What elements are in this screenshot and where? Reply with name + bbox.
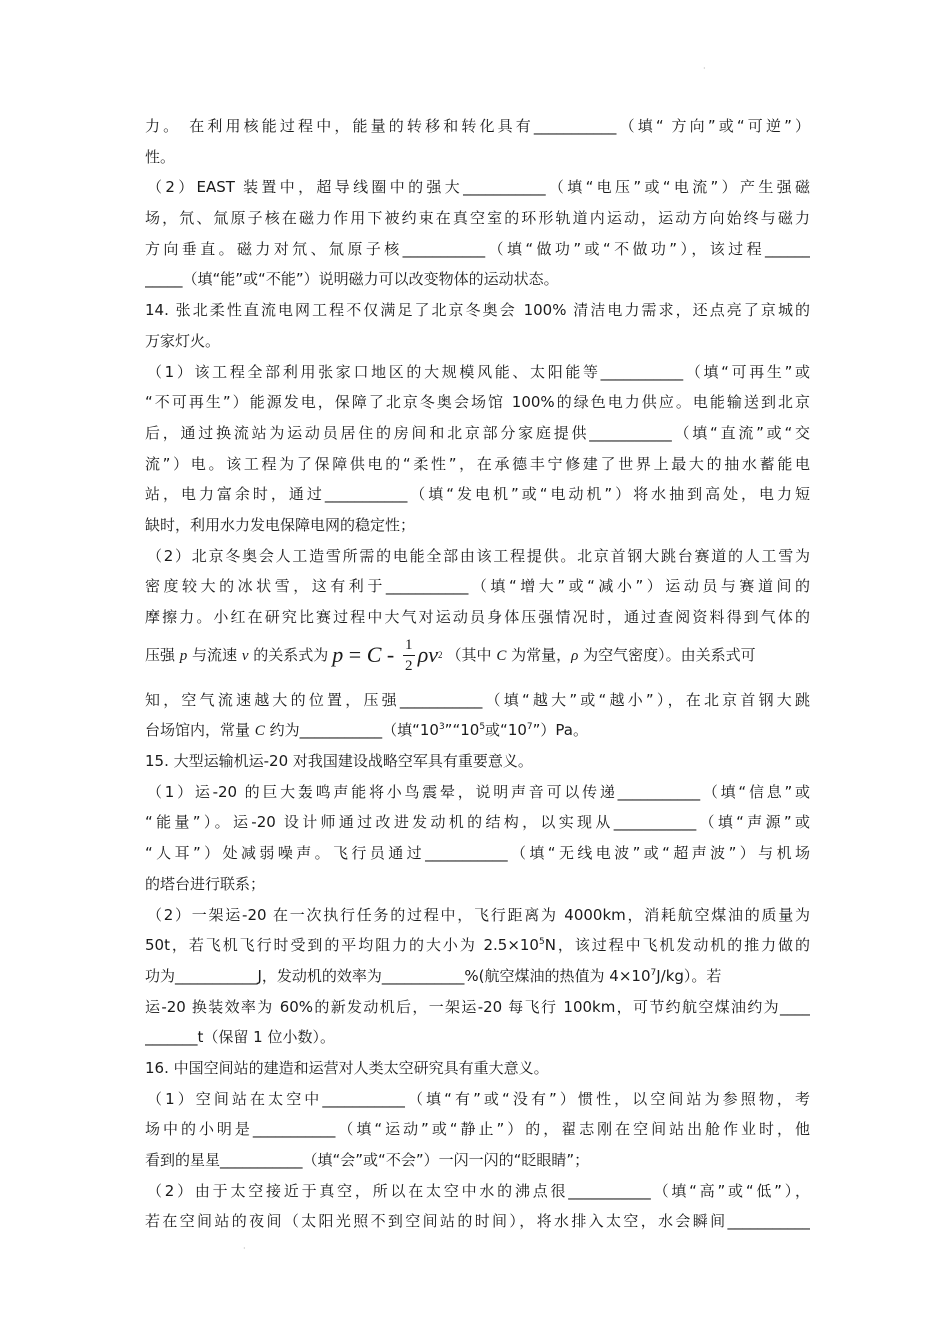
text-line: 流”）电。该工程为了保障供电的“柔性”，在承德丰宁修建了世界上最大的抽水蓄能电 (145, 454, 810, 473)
text-block-2 (145, 685, 810, 716)
text-line: （1）空间站在太空中___________（填“有”或“没有”）惯性，以空间站为参照物，考 (147, 1089, 810, 1108)
text-line: 若在空间站的夜间（太阳光照不到空间站的时间），将水排入太空，水会瞬间___________ (145, 1212, 810, 1231)
text-line: 缺时，利用水力发电保障电网的稳定性； (145, 515, 416, 534)
text-line: 知，空气流速越大的位置，压强___________（填“越大”或“越小”），在北京首钢大跳 (145, 690, 810, 709)
text-line: 后，通过换流站为运动员居住的房间和北京部分家庭提供___________（填“直流”或“交 (145, 423, 810, 442)
var-v: v (241, 647, 249, 664)
c-line-c: ”“10 (444, 721, 480, 740)
exam-text (145, 111, 810, 1237)
var-rho: ρ (571, 647, 579, 664)
text-line: 方向垂直。磁力对氘、氚原子核___________（填“做功”或“不做功”），该过程______ (145, 239, 810, 258)
text-line: （1）运-20 的巨大轰鸣声能将小鸟震晕，说明声音可以传递___________（填“信息”或 (147, 782, 810, 801)
text-block-4 (145, 992, 810, 1238)
force-line (145, 930, 810, 961)
formula-text-post3: 为空气密度）。由关系式可 (578, 645, 756, 664)
exp-5: 5 (479, 722, 486, 733)
text-line: _____（填“能”或“不能”）说明磁力可以改变物体的运动状态。 (145, 270, 559, 289)
formula-text-post2: 为常量， (506, 645, 572, 664)
formula-fraction (403, 637, 415, 674)
page-dot-bottom: · (243, 1244, 246, 1253)
text-line: 的塔台进行联系； (145, 874, 266, 893)
formula-minus: - (381, 642, 400, 668)
formula-c: C (366, 642, 382, 668)
text-line: 看到的星星___________（填“会”或“不会”）一闪一闪的“眨眼睛”； (145, 1151, 590, 1169)
text-line: 运-20 换装效率为 60%的新发动机后，一架运-20 每飞行 100km，可节约航空煤油约为____ (145, 997, 810, 1016)
text-line: 密度较大的冰状雪，这有利于___________（填“增大”或“减小”）运动员与赛道间的 (145, 577, 810, 596)
fraction-numerator: 1 (404, 636, 413, 653)
text-block-1 (145, 111, 810, 633)
text-line: （2）EAST 装置中，超导线圈中的强大___________（填“电压”或“电流”）产生强磁 (147, 178, 810, 197)
force-exp: 5 (538, 937, 545, 948)
text-line: （2）一架运-20 在一次执行任务的过程中，飞行距离为 4000km，消耗航空煤油的质量为 (147, 905, 810, 924)
text-line: 15. 大型运输机运-20 对我国建设战略空军具有重要意义。 (145, 752, 533, 771)
text-line: 场，氘、氚原子核在磁力作用下被约束在真空室的环形轨道内运动，运动方向始终与磁力 (145, 209, 810, 228)
fraction-denominator: 2 (404, 657, 413, 674)
exp-7: 7 (526, 722, 533, 733)
text-line: 万家灯火。 (145, 331, 221, 350)
formula-lhs: p (332, 642, 344, 668)
formula-eq: = (343, 642, 367, 668)
text-block-3 (145, 746, 810, 930)
heat-line-a: 功为___________J，发动机的效率为___________%(航空煤油的热值为 4×10 (145, 966, 651, 985)
text-line: “能量”）。运-20 设计师通过改进发动机的结构，以实现从___________（填“声源”或 (145, 813, 810, 832)
c-line-f: ”）Pa。 (532, 721, 588, 740)
text-line: “人耳”）处减弱噪声。飞行员通过___________（填“无线电波”或“超声波”）与机场 (145, 844, 810, 863)
text-line: 场中的小明是___________（填“运动”或“静止”）的，翟志刚在空间站出舱作业时，他 (145, 1120, 810, 1139)
text-line: 16. 中国空间站的建造和运营对人类太空研究具有重大意义。 (145, 1058, 549, 1077)
text-line: 14. 张北柔性直流电网工程不仅满足了北京冬奥会 100% 清洁电力需求，还点亮了京城的 (145, 301, 810, 320)
formula-text-post1: （其中 (446, 645, 497, 664)
constant-c-line (145, 715, 810, 746)
text-line: 力。 在利用核能过程中，能量的转移和转化具有___________（填“ 方向”或“可逆”） (145, 117, 810, 135)
page-dot-top: · (703, 64, 706, 73)
c-line-b: 约为___________（填“10 (264, 721, 439, 740)
c-line-var: C (254, 723, 265, 740)
heat-line-b: J/kg）。若 (656, 966, 722, 985)
fraction-bar (403, 655, 415, 656)
text-line: （1）该工程全部利用张家口地区的大规模风能、太阳能等___________（填“可再生”或 (147, 362, 810, 381)
formula-text-mid1: 与流速 (187, 645, 242, 664)
text-line: 性。 (145, 147, 176, 166)
force-line-b: N，该过程中飞机发动机的推力做的 (544, 936, 810, 955)
text-line: （2）北京冬奥会人工造雪所需的电能全部由该工程提供。北京首钢大跳台赛道的人工雪为 (147, 546, 810, 565)
exp-3: 3 (438, 722, 445, 733)
formula-text-mid2: 的关系式为 (248, 645, 329, 664)
formula-text-pre: 压强 (145, 645, 180, 664)
formula-line (145, 635, 810, 675)
heat-line (145, 961, 810, 992)
c-line-d: 或“10 (485, 721, 527, 740)
text-line: “不可再生”）能源发电，保障了北京冬奥会场馆 100%的绿色电力供应。电能输送到北京 (145, 393, 810, 412)
bernoulli-formula: p = C - $\frac{1}{2}$ ρv 2 (332, 636, 443, 674)
text-line: 摩擦力。小红在研究比赛过程中大气对运动员身体压强情况时，通过查阅资料得到气体的 (145, 608, 810, 626)
formula-rho-v: ρv (417, 642, 439, 668)
var-p: p (179, 647, 188, 664)
text-line: _______t（保留 1 位小数）。 (145, 1028, 335, 1047)
c-line-a: 台场馆内，常量 (145, 721, 255, 740)
text-line: （2）由于太空接近于真空，所以在太空中水的沸点很___________（填“高”或“低”）， (147, 1181, 810, 1200)
var-c: C (496, 647, 507, 664)
text-line: 站，电力富余时，通过___________（填“发电机”或“电动机”）将水抽到高处，电力短 (145, 485, 810, 504)
force-line-a: 50t，若飞机飞行时受到的平均阻力的大小为 2.5×10 (145, 936, 539, 955)
heat-exp: 7 (650, 967, 657, 978)
